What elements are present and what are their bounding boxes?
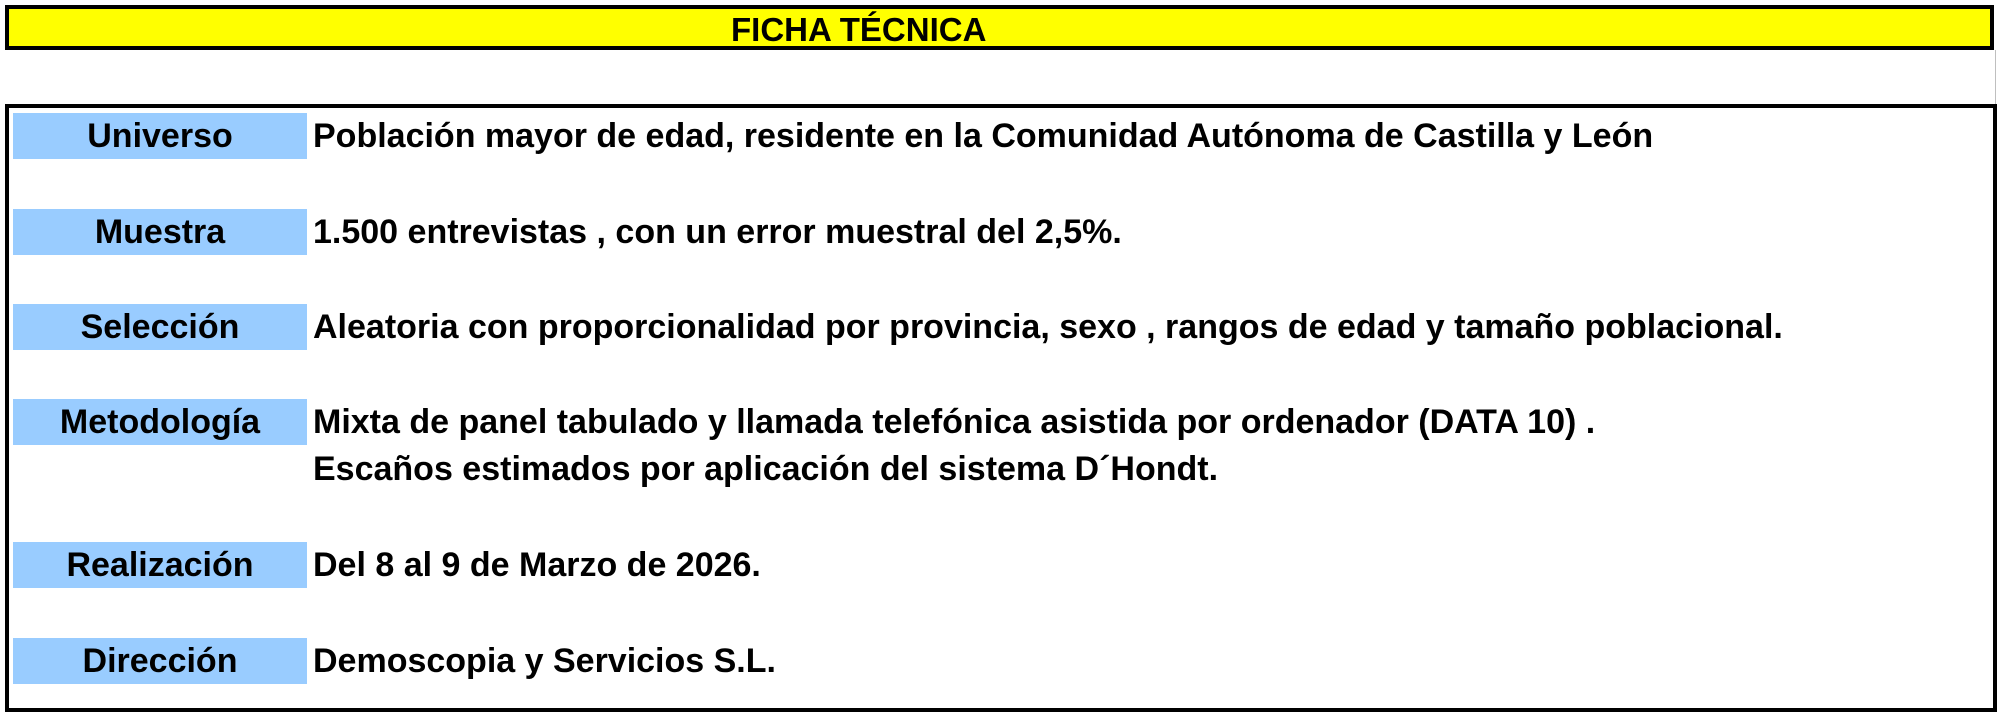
gridline <box>1995 50 1996 104</box>
row-value-direccion: Demoscopia y Servicios S.L. <box>313 642 776 680</box>
row-label-direccion: Dirección <box>13 638 307 684</box>
row-value-universo: Población mayor de edad, residente en la Comunidad Autónoma de Castilla y León <box>313 117 1654 155</box>
ficha-table <box>5 104 1997 712</box>
row-label-metodologia: Metodología <box>13 399 307 445</box>
row-label-realizacion: Realización <box>13 542 307 588</box>
row-value-realizacion: Del 8 al 9 de Marzo de 2026. <box>313 546 761 584</box>
title-bar <box>5 5 1994 50</box>
page-title: FICHA TÉCNICA <box>731 11 987 48</box>
row-label-muestra: Muestra <box>13 209 307 255</box>
row-value-metodologia-line-1: Mixta de panel tabulado y llamada telefónica asistida por ordenador (DATA 10) . <box>313 403 1596 441</box>
row-value-muestra: 1.500 entrevistas , con un error muestral del 2,5%. <box>313 213 1122 251</box>
row-label-seleccion: Selección <box>13 304 307 350</box>
row-value-metodologia-line-2: Escaños estimados por aplicación del sistema D´Hondt. <box>313 450 1219 488</box>
row-value-seleccion: Aleatoria con proporcionalidad por provincia, sexo , rangos de edad y tamaño poblacional. <box>313 308 1783 346</box>
row-label-universo: Universo <box>13 113 307 159</box>
